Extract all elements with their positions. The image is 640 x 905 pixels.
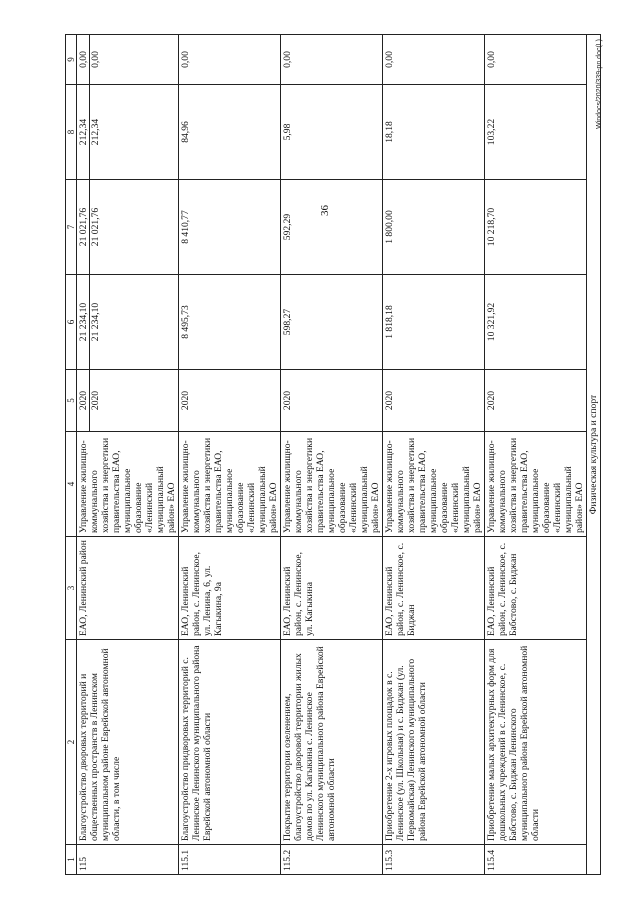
row-location: ЕАО, Ленинский район, с. Ленинское, с. Бабстово, с. Биджан [485, 537, 587, 640]
row-total: 10 321,92 [485, 275, 587, 370]
row-total [77, 275, 179, 370]
row-col9: 0,00 [179, 35, 281, 85]
document-reference: Windocs/2020/339-pn.doc(L) [596, 39, 603, 129]
row-col7: 8 410,77 [179, 180, 281, 275]
row-total: 598,27 [281, 275, 383, 370]
row-location: ЕАО, Ленинский район, с. Ленинское, ул. Кагыкина [281, 537, 383, 640]
row-col7 [77, 180, 179, 275]
row-number: 115.2 [281, 845, 383, 875]
row-name: Приобретение 2-х игровых площадок в с. Ленинское (ул. Школьная) и с. Биджан (ул. Первомайская) Ленинского муниципального района Еврейской автономной области [383, 640, 485, 845]
row-col8: 103,22 [485, 85, 587, 180]
row-number: 115 [77, 845, 179, 875]
row-col7: 1 800,00 [383, 180, 485, 275]
row-number: 115.3 [383, 845, 485, 875]
row-year: 2020 [281, 370, 383, 432]
row-col8: 18,18 [383, 85, 485, 180]
row-total: 1 818,18 [383, 275, 485, 370]
page-number: 36 [319, 205, 331, 216]
row-executor: Управление жилищно-коммунального хозяйства и энергетики правительства ЕАО, муниципальное образование «Ленинский муниципальный район» ЕАО [77, 432, 179, 537]
value-line: 21 234,10 [90, 302, 101, 342]
row-col9: 0,00 [383, 35, 485, 85]
row-year: 2020 [179, 370, 281, 432]
row-name: Приобретение малых архитектурных форм для дошкольных учреждений в с. Ленинское, с. Бабстово, с. Биджан Ленинского муниципального района Еврейской автономной области [485, 640, 587, 845]
row-number: 115.1 [179, 845, 281, 875]
value-line: 21 234,10 [78, 275, 90, 369]
row-col9: 0,00 [281, 35, 383, 85]
row-col8 [77, 85, 179, 180]
row-location: ЕАО, Ленинский район [77, 537, 179, 640]
row-col8: 84,96 [179, 85, 281, 180]
row-year: 2020 [485, 370, 587, 432]
year-line: 2020 [90, 390, 101, 411]
program-table [65, 34, 601, 875]
row-executor: Управление жилищно-коммунального хозяйства и энергетики правительства ЕАО, муниципальное образование «Ленинский муниципальный район» ЕАО [383, 432, 485, 537]
row-name: Благоустройство дворовых территорий и общественных пространств в Ленинском муниципальном районе Еврейской автономной области, в том числе [77, 640, 179, 845]
value-line: 0,00 [78, 35, 90, 84]
row-year: 2020 [383, 370, 485, 432]
row-executor: Управление жилищно-коммунального хозяйства и энергетики правительства ЕАО, муниципальное образование «Ленинский муниципальный район» ЕАО [179, 432, 281, 537]
row-number: 115.4 [485, 845, 587, 875]
table-row [485, 35, 587, 875]
row-total: 8 495,73 [179, 275, 281, 370]
row-location: ЕАО, Ленинский район, с. Ленинское, ул. Ленина, 6, ул. Кагыкина, 9а [179, 537, 281, 640]
row-col7: 10 218,70 [485, 180, 587, 275]
row-executor: Управление жилищно-коммунального хозяйства и энергетики правительства ЕАО, муниципальное образование «Ленинский муниципальный район» ЕАО [281, 432, 383, 537]
rotated-sheet [65, 35, 603, 875]
row-col8: 5,98 [281, 85, 383, 180]
header-cell: 9 [66, 35, 77, 85]
value-line: 0,00 [90, 51, 101, 68]
header-row [66, 35, 77, 875]
row-col7: 592,29 [281, 180, 383, 275]
header-cell: 2 [66, 640, 77, 845]
section-row [587, 35, 601, 875]
header-cell: 6 [66, 275, 77, 370]
header-cell: 4 [66, 432, 77, 537]
section-title: Физическая культура и спорт [587, 35, 601, 875]
row-col9: 0,00 [485, 35, 587, 85]
row-year [77, 370, 179, 432]
header-cell: 5 [66, 370, 77, 432]
value-line: 212,34 [78, 85, 90, 179]
table-row [77, 35, 179, 875]
value-line: 212,34 [90, 118, 101, 146]
row-name: Покрытие территории озеленением, благоустройство дворовой территории жилых домов по ул. Кагыкина с. Ленинское Ленинского муниципального района Еврейской автономной области [281, 640, 383, 845]
year-line: 2020 [78, 370, 90, 431]
header-cell: 7 [66, 180, 77, 275]
row-executor: Управление жилищно-коммунального хозяйства и энергетики правительства ЕАО, муниципальное образование «Ленинский муниципальный район» ЕАО [485, 432, 587, 537]
row-location: ЕАО, Ленинский район, с. Ленинское, с. Биджан [383, 537, 485, 640]
table-row [281, 35, 383, 875]
value-line: 21 021,76 [90, 207, 101, 247]
header-cell: 3 [66, 537, 77, 640]
value-line: 21 021,76 [78, 180, 90, 274]
header-cell: 8 [66, 85, 77, 180]
row-name: Благоустройство придворовых территорий с. Ленинское Ленинского муниципального района Еврейской автономной области [179, 640, 281, 845]
table-row [383, 35, 485, 875]
table-row [179, 35, 281, 875]
header-cell: 1 [66, 845, 77, 875]
row-col9 [77, 35, 179, 85]
